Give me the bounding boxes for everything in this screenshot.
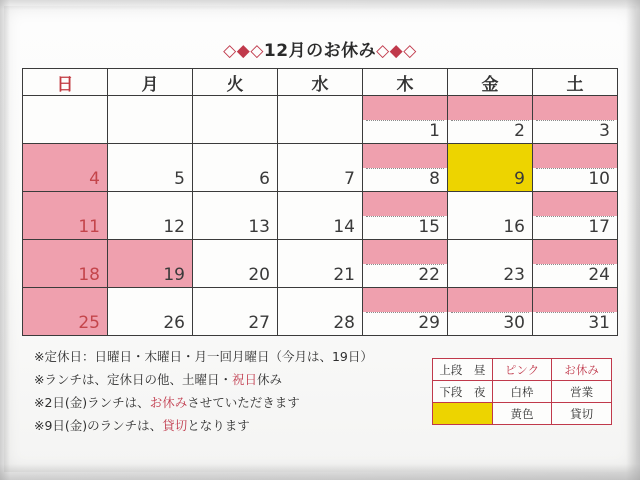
calendar-day-cell bbox=[278, 144, 363, 192]
title-ornament-right: ◇◆◇ bbox=[376, 41, 417, 61]
day-number: 21 bbox=[333, 265, 355, 285]
legend-body bbox=[433, 359, 612, 425]
day-lunch-band bbox=[193, 144, 277, 168]
calendar-header-火: 火 bbox=[193, 69, 278, 96]
day-cell-box bbox=[363, 192, 447, 239]
day-lunch-band bbox=[23, 288, 107, 312]
note-text: 休み bbox=[257, 372, 283, 388]
day-number: 9 bbox=[514, 169, 525, 189]
day-cell-box bbox=[448, 96, 532, 143]
day-cell-box bbox=[278, 144, 362, 191]
day-lunch-band bbox=[533, 144, 617, 168]
day-number: 13 bbox=[248, 217, 270, 237]
calendar-day-cell bbox=[363, 144, 448, 192]
day-lunch-band bbox=[23, 240, 107, 264]
day-cell-box bbox=[448, 288, 532, 335]
day-dinner-band bbox=[278, 120, 362, 144]
day-number: 28 bbox=[333, 313, 355, 333]
calendar-day-cell bbox=[23, 192, 108, 240]
calendar-header-水: 水 bbox=[278, 69, 363, 96]
paper-edge-shadow-bottom bbox=[0, 464, 640, 480]
calendar-day-cell bbox=[193, 288, 278, 336]
day-number: 19 bbox=[163, 265, 185, 285]
calendar-day-cell bbox=[108, 192, 193, 240]
day-cell-box bbox=[23, 192, 107, 239]
day-cell-box bbox=[108, 240, 192, 287]
day-number: 6 bbox=[259, 169, 270, 189]
day-lunch-band bbox=[448, 144, 532, 168]
day-cell-box bbox=[23, 240, 107, 287]
calendar-empty-cell bbox=[278, 96, 363, 144]
day-number: 29 bbox=[418, 313, 440, 333]
day-dinner-band bbox=[193, 120, 277, 144]
calendar-empty-cell bbox=[23, 96, 108, 144]
day-lunch-band bbox=[193, 288, 277, 312]
day-cell-box bbox=[448, 144, 532, 191]
calendar-day-cell bbox=[533, 288, 618, 336]
note-emphasis: 祝日 bbox=[231, 372, 257, 388]
day-cell-box bbox=[193, 240, 277, 287]
day-lunch-band bbox=[363, 192, 447, 216]
calendar-day-cell bbox=[278, 192, 363, 240]
day-lunch-band bbox=[278, 144, 362, 168]
calendar-day-cell bbox=[363, 192, 448, 240]
calendar-header-月: 月 bbox=[108, 69, 193, 96]
day-lunch-band bbox=[193, 192, 277, 216]
note-line bbox=[34, 414, 373, 437]
day-lunch-band bbox=[533, 96, 617, 120]
day-cell-box bbox=[533, 144, 617, 191]
day-cell-box bbox=[448, 192, 532, 239]
day-number: 3 bbox=[599, 121, 610, 141]
calendar-day-cell bbox=[533, 144, 618, 192]
legend-color-name: 黄色 bbox=[492, 403, 552, 425]
calendar-day-cell bbox=[193, 192, 278, 240]
calendar-day-cell bbox=[448, 96, 533, 144]
calendar-empty-cell bbox=[108, 96, 193, 144]
day-cell-box bbox=[193, 288, 277, 335]
day-lunch-band bbox=[363, 96, 447, 120]
day-lunch-band bbox=[278, 192, 362, 216]
day-number: 23 bbox=[503, 265, 525, 285]
day-cell-box bbox=[363, 240, 447, 287]
legend-slot-label: 上段 昼 bbox=[433, 359, 493, 381]
calendar-table bbox=[22, 68, 618, 336]
day-number: 26 bbox=[163, 313, 185, 333]
note-emphasis: 貸切 bbox=[162, 418, 188, 434]
calendar-day-cell bbox=[448, 240, 533, 288]
day-number: 7 bbox=[344, 169, 355, 189]
day-lunch-band bbox=[278, 240, 362, 264]
calendar-header-木: 木 bbox=[363, 69, 448, 96]
day-lunch-band bbox=[108, 288, 192, 312]
day-cell-box bbox=[278, 288, 362, 335]
calendar-day-cell bbox=[108, 288, 193, 336]
calendar-day-cell bbox=[23, 240, 108, 288]
calendar-header-日: 日 bbox=[23, 69, 108, 96]
day-cell-box bbox=[363, 96, 447, 143]
note-text: ※ランチは、定休日の他、土曜日・ bbox=[34, 372, 232, 388]
day-cell-box bbox=[533, 96, 617, 143]
day-number: 11 bbox=[78, 217, 100, 237]
calendar-week-row bbox=[23, 192, 618, 240]
note-text: させていただきます bbox=[187, 395, 300, 411]
day-number: 16 bbox=[503, 217, 525, 237]
day-cell-box bbox=[533, 240, 617, 287]
calendar-week-row bbox=[23, 144, 618, 192]
calendar-header-金: 金 bbox=[448, 69, 533, 96]
day-cell-box bbox=[448, 240, 532, 287]
day-number: 15 bbox=[418, 217, 440, 237]
day-cell-box bbox=[278, 96, 362, 143]
note-line bbox=[34, 345, 373, 368]
calendar-header-土: 土 bbox=[533, 69, 618, 96]
calendar-week-row bbox=[23, 288, 618, 336]
day-number: 14 bbox=[333, 217, 355, 237]
note-text: ※2日(金)ランチは、 bbox=[34, 395, 150, 411]
day-cell-box bbox=[108, 96, 192, 143]
title-ornament-left: ◇◆◇ bbox=[223, 41, 264, 61]
day-number: 31 bbox=[588, 313, 610, 333]
day-number: 22 bbox=[418, 265, 440, 285]
day-number: 2 bbox=[514, 121, 525, 141]
note-line bbox=[34, 368, 373, 391]
calendar-day-cell bbox=[23, 144, 108, 192]
day-lunch-band bbox=[23, 144, 107, 168]
day-dinner-band bbox=[23, 120, 107, 144]
calendar-header-row bbox=[23, 69, 618, 96]
calendar-day-cell bbox=[193, 240, 278, 288]
day-number: 30 bbox=[503, 313, 525, 333]
calendar-day-cell bbox=[533, 96, 618, 144]
calendar-day-cell bbox=[23, 288, 108, 336]
legend-meaning: お休み bbox=[552, 359, 612, 381]
day-cell-box bbox=[363, 144, 447, 191]
day-number: 12 bbox=[163, 217, 185, 237]
legend-meaning: 貸切 bbox=[552, 403, 612, 425]
legend-color-name: 白枠 bbox=[492, 381, 552, 403]
paper-edge-shadow-right bbox=[626, 0, 640, 480]
day-dinner-band bbox=[108, 120, 192, 144]
paper-edge-shadow-top bbox=[0, 0, 640, 10]
day-cell-box bbox=[533, 288, 617, 335]
day-lunch-band bbox=[363, 144, 447, 168]
day-lunch-band bbox=[193, 240, 277, 264]
day-cell-box bbox=[23, 96, 107, 143]
day-cell-box bbox=[278, 240, 362, 287]
calendar-day-cell bbox=[533, 240, 618, 288]
day-lunch-band bbox=[533, 288, 617, 312]
legend-slot-label: 下段 夜 bbox=[433, 381, 493, 403]
legend-row bbox=[433, 381, 612, 403]
day-lunch-band bbox=[108, 96, 192, 120]
calendar-day-cell bbox=[448, 192, 533, 240]
calendar-day-cell bbox=[108, 240, 193, 288]
note-text: ※定休日：日曜日・木曜日・月一回月曜日（今月は、19日） bbox=[34, 349, 373, 364]
day-lunch-band bbox=[448, 96, 532, 120]
day-number: 27 bbox=[248, 313, 270, 333]
day-lunch-band bbox=[533, 240, 617, 264]
legend-meaning: 営業 bbox=[552, 381, 612, 403]
legend-color-name: ピンク bbox=[492, 359, 552, 381]
day-lunch-band bbox=[108, 192, 192, 216]
calendar-day-cell bbox=[533, 192, 618, 240]
day-lunch-band bbox=[23, 96, 107, 120]
day-number: 24 bbox=[588, 265, 610, 285]
day-lunch-band bbox=[363, 288, 447, 312]
paper-edge-shadow-left bbox=[0, 0, 10, 480]
calendar-day-cell bbox=[363, 288, 448, 336]
legend-row bbox=[433, 359, 612, 381]
day-cell-box bbox=[108, 144, 192, 191]
note-text: となります bbox=[187, 418, 250, 434]
calendar-day-cell bbox=[448, 144, 533, 192]
title-text: 12月のお休み bbox=[263, 41, 377, 61]
day-number: 4 bbox=[89, 169, 100, 189]
day-cell-box bbox=[278, 192, 362, 239]
calendar-day-cell bbox=[363, 96, 448, 144]
day-lunch-band bbox=[108, 144, 192, 168]
notes-list bbox=[34, 345, 373, 438]
day-lunch-band bbox=[278, 96, 362, 120]
day-number: 5 bbox=[174, 169, 185, 189]
page-title bbox=[0, 36, 640, 61]
day-number: 8 bbox=[429, 169, 440, 189]
day-lunch-band bbox=[108, 240, 192, 264]
day-number: 10 bbox=[588, 169, 610, 189]
calendar-week-row bbox=[23, 96, 618, 144]
day-lunch-band bbox=[448, 240, 532, 264]
day-cell-box bbox=[193, 192, 277, 239]
note-emphasis: お休み bbox=[149, 395, 188, 411]
legend-slot-label bbox=[433, 403, 493, 425]
calendar-day-cell bbox=[193, 144, 278, 192]
day-cell-box bbox=[23, 144, 107, 191]
day-lunch-band bbox=[363, 240, 447, 264]
day-cell-box bbox=[23, 288, 107, 335]
calendar-empty-cell bbox=[193, 96, 278, 144]
day-lunch-band bbox=[448, 192, 532, 216]
day-number: 18 bbox=[78, 265, 100, 285]
day-number: 17 bbox=[588, 217, 610, 237]
legend-table bbox=[432, 358, 612, 425]
note-text: ※9日(金)のランチは、 bbox=[34, 418, 163, 434]
day-cell-box bbox=[193, 144, 277, 191]
day-number: 25 bbox=[78, 313, 100, 333]
calendar-day-cell bbox=[448, 288, 533, 336]
calendar-day-cell bbox=[108, 144, 193, 192]
day-lunch-band bbox=[448, 288, 532, 312]
calendar-day-cell bbox=[278, 240, 363, 288]
day-lunch-band bbox=[23, 192, 107, 216]
day-cell-box bbox=[108, 192, 192, 239]
day-lunch-band bbox=[533, 192, 617, 216]
day-cell-box bbox=[193, 96, 277, 143]
note-line bbox=[34, 391, 373, 414]
day-lunch-band bbox=[278, 288, 362, 312]
day-cell-box bbox=[363, 288, 447, 335]
calendar-day-cell bbox=[363, 240, 448, 288]
calendar-day-cell bbox=[278, 288, 363, 336]
day-cell-box bbox=[533, 192, 617, 239]
calendar-body bbox=[23, 96, 618, 336]
day-lunch-band bbox=[193, 96, 277, 120]
day-cell-box bbox=[108, 288, 192, 335]
day-number: 1 bbox=[429, 121, 440, 141]
legend-row bbox=[433, 403, 612, 425]
calendar-week-row bbox=[23, 240, 618, 288]
day-number: 20 bbox=[248, 265, 270, 285]
